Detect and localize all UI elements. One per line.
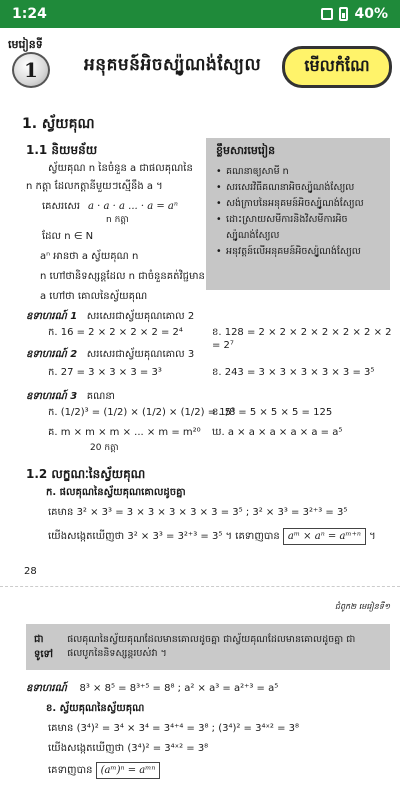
property-a-line-1: គេមាន 3² × 3³ = 3 × 3 × 3 × 3 × 3 = 3⁵ ; 3² × 3³ = 3²⁺³ = 3⁵	[48, 507, 348, 518]
notes-item: • អនុវត្តន៍លើអនុគមន៍អិចស្ប៉ូណង់ស្យែល	[216, 244, 380, 260]
example-3-c-under: 20 កត្តា	[90, 443, 119, 453]
status-icons	[321, 6, 388, 22]
chapter-label: មេរៀនទី	[8, 38, 43, 51]
battery-icon	[339, 7, 348, 21]
section-title: 1. ស្វ័យគុណ	[22, 116, 95, 132]
example-1-header	[26, 310, 194, 323]
example-1-a: ក. 16 = 2 × 2 × 2 × 2 = 2⁴	[48, 327, 183, 338]
general-rule-band	[26, 624, 390, 670]
example-3-header	[26, 390, 115, 403]
chapter-footer: ជំពូក២ មេរៀនទី១	[334, 602, 390, 611]
definition-line-1: ស្វ័យគុណ n នៃចំនួន a ជាផលគុណនៃ	[48, 163, 193, 174]
general-rule-text: ផលគុណនៃស្វ័យគុណដែលមានគោលដូចគ្នា ជាស្វ័យគុណដែលមានគោលដូចគ្នា ជាផលបូកនៃនិទស្សន្តរបស់វា ។	[67, 634, 356, 659]
chapter-title: អនុគមន៍អិចស្ប៉ូណង់ស្យែល	[84, 55, 262, 75]
property-a-line-2-text: យើងសង្កេតឃើញថា 3² × 3³ = 3²⁺³ = 3⁵ ។ គេទាញបាន	[48, 531, 280, 542]
example-3-c: គ. m × m × m × ... × m = m²⁰	[48, 427, 201, 438]
notes-title: ខ្លឹមសារមេរៀន	[216, 144, 276, 157]
property-b-line-3-text: គេទាញបាន	[48, 765, 93, 776]
example-1-b: ខ. 128 = 2 × 2 × 2 × 2 × 2 × 2 × 2 = 2⁷	[212, 327, 392, 351]
example-2-a: ក. 27 = 3 × 3 × 3 = 3³	[48, 367, 162, 378]
document-page[interactable]	[0, 28, 400, 800]
example-bottom-text: 8³ × 8⁵ = 8³⁺⁵ = 8⁸ ; a² × a³ = a²⁺³ = a⁵	[79, 683, 279, 694]
example-1-label: ឧទាហរណ៍ 1	[26, 311, 78, 322]
example-2-header	[26, 348, 194, 361]
status-time: 1:24	[12, 6, 47, 22]
notes-item: • ដោះស្រាយសមីការនិងវិសមីការអិចស្ប៉ូណង់ស្យែល	[216, 212, 380, 244]
definition-line-3-prefix: គេសរសេរ	[42, 201, 81, 212]
page-divider	[0, 586, 400, 587]
definition-line-2: n កត្តា ដែលកត្តានីមួយៗស្មើនឹង a ។	[26, 181, 163, 192]
property-a-title: ក. ផលគុណនៃស្វ័យគុណគោលដូចគ្នា	[46, 487, 186, 498]
property-b-line-1: គេមាន (3⁴)² = 3⁴ × 3⁴ = 3⁴⁺⁴ = 3⁸ ; (3⁴)² = 3⁴ˣ² = 3⁸	[48, 723, 300, 734]
definition-line-4: ដែល n ∈ N	[42, 231, 94, 242]
example-3-b: ខ. 5³ = 5 × 5 × 5 = 125	[212, 407, 333, 418]
property-a-formula: aᵐ × aⁿ = aᵐ⁺ⁿ	[283, 528, 366, 545]
subsection-1-2-title: 1.2 លក្ខណៈនៃស្វ័យគុណ	[26, 467, 146, 481]
definition-term-3: a ហៅថា គោលនៃស្វ័យគុណ	[40, 291, 148, 302]
property-b-formula: (aᵐ)ⁿ = aᵐⁿ	[96, 762, 161, 779]
property-b-line-2: យើងសង្កេតឃើញថា (3⁴)² = 3⁴ˣ² = 3⁸	[48, 743, 209, 754]
example-3-d: ឃ. a × a × a × a × a = a⁵	[212, 427, 343, 438]
vibrate-icon	[321, 8, 333, 20]
example-bottom	[26, 682, 278, 695]
definition-term-2: n ហៅថានិទស្សន្តដែល n ជាចំនួនគត់វិជ្ជមាន	[40, 271, 205, 282]
battery-level: 40%	[354, 6, 388, 22]
subsection-1-1-title: 1.1 និយមន័យ	[26, 143, 98, 157]
example-2-text: សរសេរជាស្វ័យគុណគោល 3	[86, 349, 195, 360]
page-number: 28	[24, 566, 37, 577]
property-a-line-2-end: ។	[369, 531, 376, 542]
lesson-notes-box	[206, 138, 390, 290]
status-bar	[0, 0, 400, 28]
notes-item: • សង់ក្រាបនៃអនុគមន៍អិចស្ប៉ូណង់ស្យែល	[216, 196, 380, 212]
notes-item: • គណនាឲ្យសាមី n	[216, 164, 380, 180]
example-1-text: សរសេរជាស្វ័យគុណគោល 2	[86, 311, 195, 322]
property-b-title: ខ. ស្វ័យគុណនៃស្វ័យគុណ	[46, 703, 145, 714]
general-rule-label: ជាទូទៅ	[34, 634, 54, 660]
view-solutions-button[interactable]: មើលកំណែ	[282, 46, 392, 88]
example-3-label: ឧទាហរណ៍ 3	[26, 391, 78, 402]
chapter-header	[8, 38, 392, 102]
definition-formula: a · a · a ... · a = aⁿ	[88, 201, 178, 212]
example-2-b: ខ. 243 = 3 × 3 × 3 × 3 × 3 = 3⁵	[212, 367, 375, 378]
property-a-line-2	[48, 528, 376, 545]
example-2-label: ឧទាហរណ៍ 2	[26, 349, 78, 360]
definition-formula-under: n កត្តា	[106, 215, 129, 225]
example-bottom-label: ឧទាហរណ៍	[26, 683, 67, 694]
property-b-line-3	[48, 762, 160, 779]
example-3-a: ក. (1/2)³ = (1/2) × (1/2) × (1/2) = 1/8	[48, 407, 236, 418]
definition-term-1: aⁿ អានថា a ស្វ័យគុណ n	[40, 251, 139, 262]
notes-item: • សរសេរវិធីគណនាអិចស្ប៉ូណង់ស្យែល	[216, 180, 380, 196]
example-3-text: គណនា	[86, 391, 115, 402]
chapter-number-badge: 1	[12, 52, 50, 88]
